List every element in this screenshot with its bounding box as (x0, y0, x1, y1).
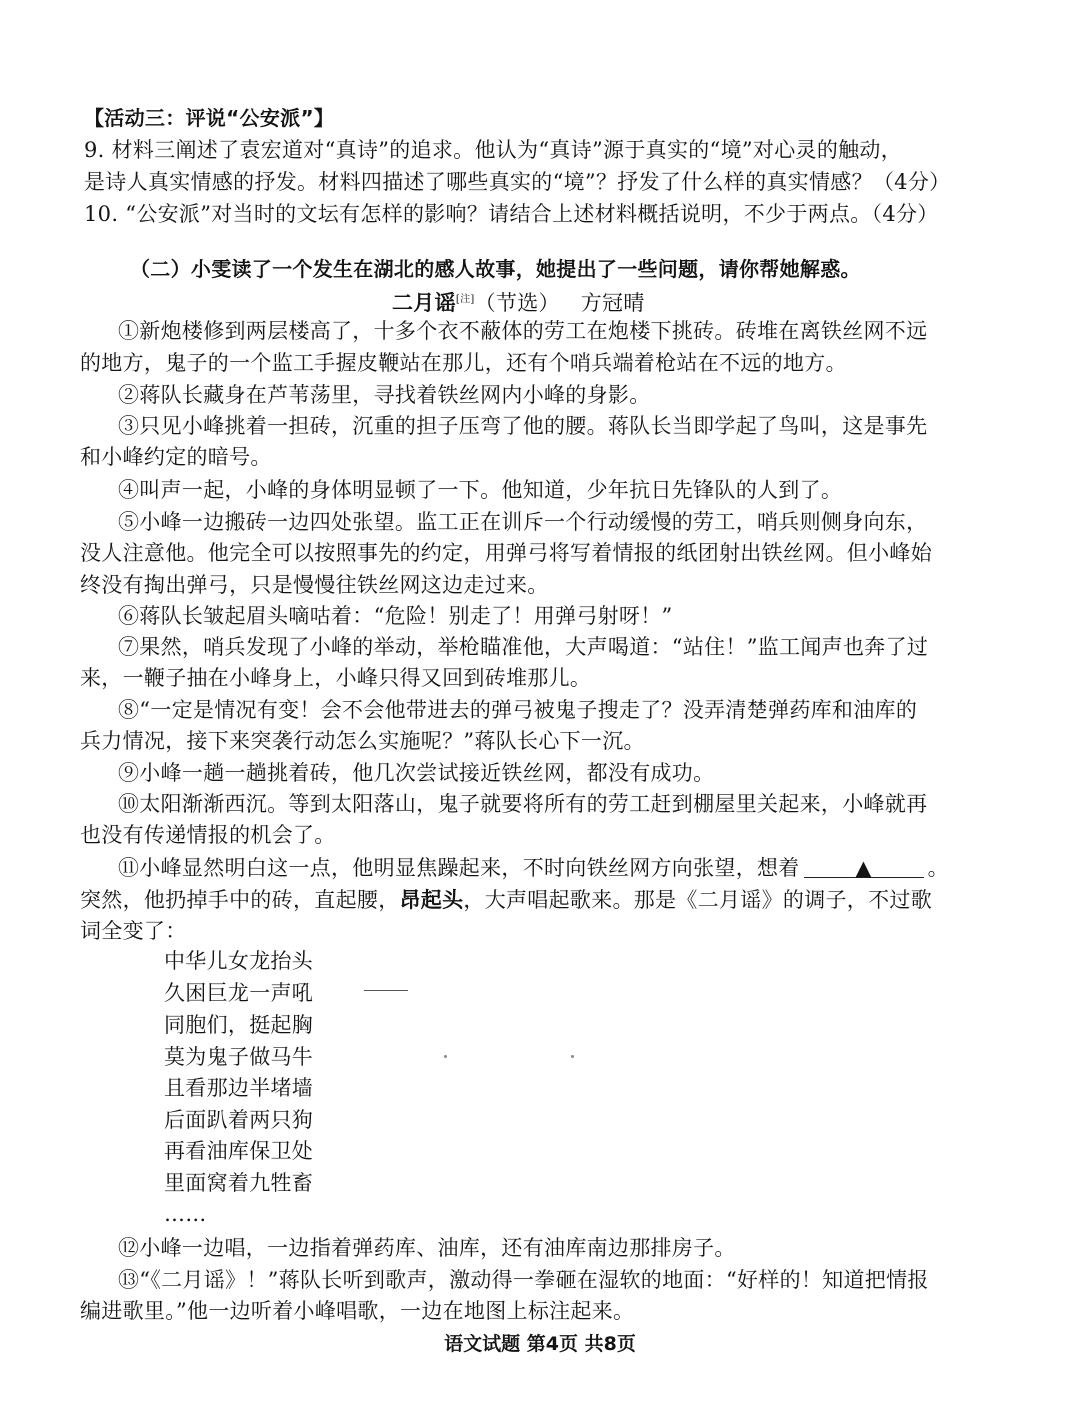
poem-line: 中华儿女龙抬头 (164, 949, 314, 973)
paragraph-6: ⑥蒋队长皱起眉头嘀咕着：“危险！别走了！用弹弓射呀！” (118, 604, 673, 628)
paragraph-3-line-2: 和小峰约定的暗号。 (80, 445, 272, 469)
story-title: 二月谣 (392, 291, 456, 315)
paragraph-12: ⑫小峰一边唱，一边指着弹药库、油库，还有油库南边那排房子。 (118, 1236, 736, 1260)
answer-blank[interactable] (804, 853, 924, 878)
paragraph-1-line-2: 的地方，鬼子的一个监工手握皮鞭站在那儿，还有个哨兵端着枪站在不远的地方。 (80, 351, 847, 375)
paragraph-8-line-2: 兵力情况，接下来突袭行动怎么实施呢？”蒋队长心下一沉。 (80, 729, 645, 753)
paragraph-5-line-3: 终没有掏出弹弓，只是慢慢往铁丝网这边走过来。 (80, 573, 549, 597)
paragraph-8-line-1: ⑧“一定是情况有变！会不会他带进去的弹弓被鬼子搜走了？没弄清楚弹药库和油库的 (118, 698, 918, 722)
paragraph-5-line-1: ⑤小峰一边搬砖一边四处张望。监工正在训斥一个行动缓慢的劳工，哨兵则侧身向东， (118, 510, 928, 534)
emphasized-phrase: 昂起头 (399, 888, 464, 912)
blank-marker-triangle: ▲ (855, 856, 872, 880)
paragraph-9: ⑨小峰一趟一趟挑着砖，他几次尝试接近铁丝网，都没有成功。 (118, 761, 715, 785)
paragraph-11-line-2c: ，大声唱起歌来。那是《二月谣》的调子，不过歌 (463, 888, 933, 912)
page-footer: 语文试题 第4页 共8页 (444, 1333, 636, 1355)
scan-speck (444, 1055, 447, 1058)
question-10: 10. “公安派”对当时的文坛有怎样的影响？请结合上述材料概括说明，不少于两点。（4分） (84, 202, 939, 226)
story-title-line (392, 285, 645, 318)
paragraph-7-line-1: ⑦果然，哨兵发现了小峰的举动，举枪瞄准他，大声喝道：“站住！”监工闻声也奔了过 (118, 635, 929, 659)
paragraph-7-line-2: 来，一鞭子抽在小峰身上，小峰只得又回到砖堆那儿。 (80, 666, 592, 690)
paragraph-11-line-2a: 突然，他扔掉手中的砖，直起腰， (80, 888, 400, 912)
poem-line: 里面窝着九牲畜 (164, 1171, 314, 1195)
paragraph-11-line-3: 词全变了： (80, 919, 187, 943)
story-author: 方冠晴 (580, 291, 645, 315)
activity3-heading: 【活动三：评说“公安派”】 (84, 106, 335, 130)
poem-line: 莫为鬼子做马牛 (164, 1045, 314, 1069)
paragraph-11-end: 。 (927, 856, 949, 880)
paragraph-2: ②蒋队长藏身在芦苇荡里，寻找着铁丝网内小峰的身影。 (118, 383, 651, 407)
paragraph-4: ④叫声一起，小峰的身体明显顿了一下。他知道，少年抗日先锋队的人到了。 (118, 478, 843, 502)
poem-line: 同胞们，挺起胸 (164, 1013, 314, 1037)
poem-line: 后面趴着两只狗 (164, 1108, 314, 1132)
title-suffix: （节选） (474, 291, 560, 315)
paragraph-13-line-2: 编进歌里。”他一边听着小峰唱歌，一边在地图上标注起来。 (80, 1299, 635, 1323)
question-9-line-2: 是诗人真实情感的抒发。材料四描述了哪些真实的“境”？抒发了什么样的真实情感？（4分） (84, 170, 951, 194)
paragraph-11-text: ⑪小峰显然明白这一点，他明显焦躁起来，不时向铁丝网方向张望，想着 (118, 856, 800, 880)
paragraph-5-line-2: 没人注意他。他完全可以按照事先的约定，用弹弓将写着情报的纸团射出铁丝网。但小峰始 (80, 541, 932, 565)
scan-speck (571, 1055, 574, 1058)
question-9-line-1: 9. 材料三阐述了袁宏道对“真诗”的追求。他认为“真诗”源于真实的“境”对心灵的触动， (84, 138, 903, 162)
section-2-intro: （二）小雯读了一个发生在湖北的感人故事，她提出了一些问题，请你帮她解惑。 (130, 257, 861, 281)
paragraph-11-line-2 (80, 885, 932, 915)
poem-line: 再看油库保卫处 (164, 1139, 314, 1163)
paragraph-10-line-2: 也没有传递情报的机会了。 (80, 823, 336, 847)
scan-mark (364, 990, 408, 991)
paragraph-10-line-1: ⑩太阳渐渐西沉。等到太阳落山，鬼子就要将所有的劳工赶到棚屋里关起来，小峰就再 (118, 792, 928, 816)
poem-line: 且看那边半堵墙 (164, 1076, 314, 1100)
paragraph-3-line-1: ③只见小峰挑着一担砖，沉重的担子压弯了他的腰。蒋队长当即学起了鸟叫，这是事先 (118, 414, 928, 438)
paragraph-13-line-1: ⑬“《二月谣》！”蒋队长听到歌声，激动得一拳砸在湿软的地面：“好样的！知道把情报 (118, 1268, 929, 1292)
poem-ellipsis: …… (164, 1202, 207, 1226)
paragraph-11-line-1 (118, 853, 949, 883)
title-note-mark: [注] (455, 294, 475, 305)
paragraph-1-line-1: ①新炮楼修到两层楼高了，十多个衣不蔽体的劳工在炮楼下挑砖。砖堆在离铁丝网不远 (118, 319, 928, 343)
poem-line: 久困巨龙一声吼 (164, 981, 314, 1005)
